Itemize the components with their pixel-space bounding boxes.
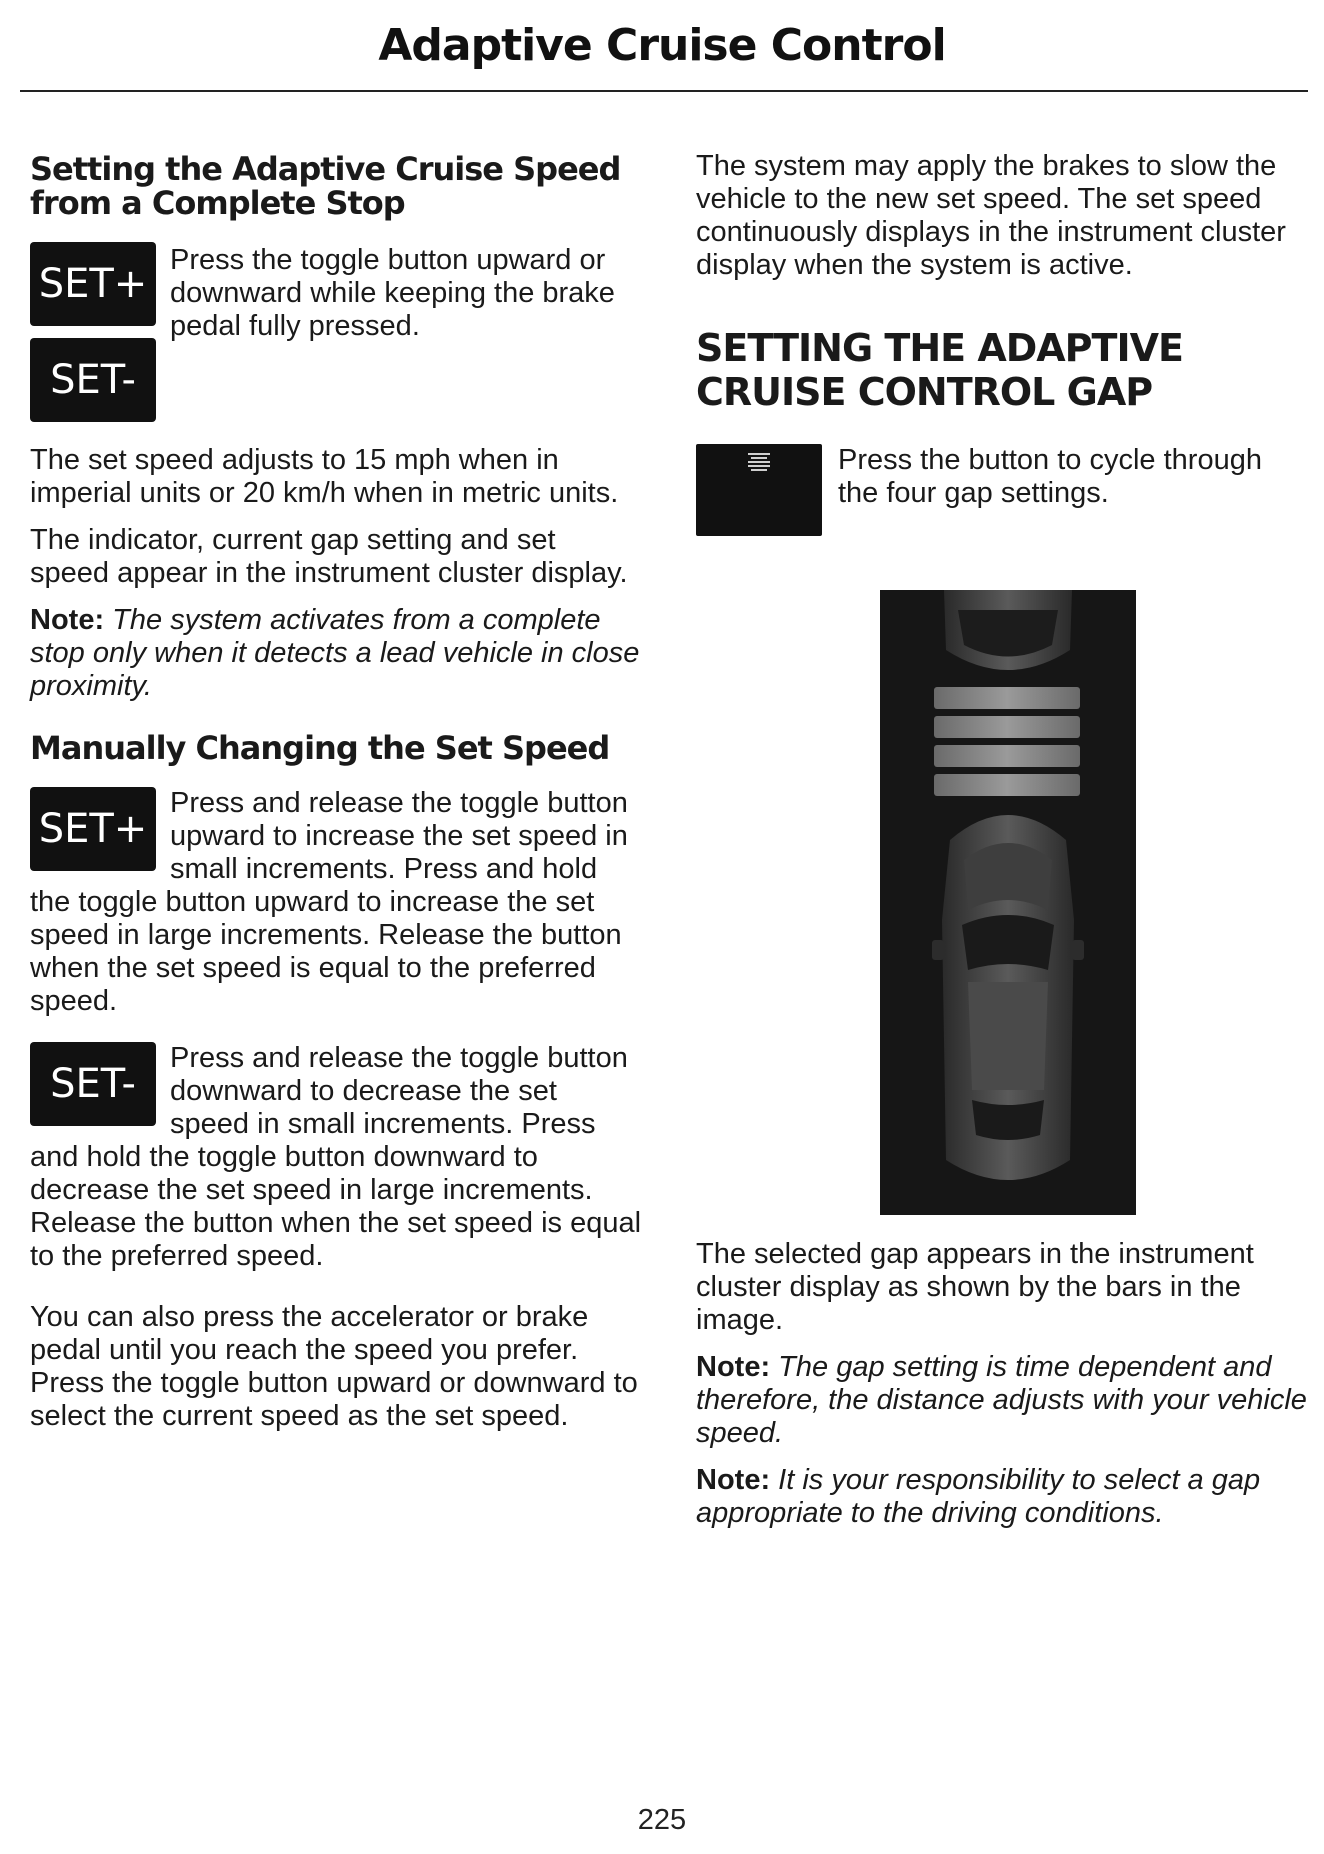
- increase-speed-block: [30, 787, 642, 1018]
- indicator-paragraph: The indicator, current gap setting and set speed appear in the instrument cluster display.: [30, 524, 628, 589]
- page-number: 225: [637, 1804, 687, 1836]
- header-divider: [20, 90, 1308, 92]
- complete-stop-instruction: Press the toggle button upward or downward while keeping the brake pedal fully pressed.: [170, 244, 615, 342]
- note-text: The gap setting is time dependent and therefore, the distance adjusts with your vehicle speed.: [696, 1351, 1307, 1449]
- set-keys-block: [30, 242, 642, 422]
- set-speed-units-paragraph: The set speed adjusts to 15 mph when in imperial units or 20 km/h when in metric units.: [30, 444, 619, 509]
- note-gap-time: [696, 1351, 1308, 1450]
- left-column: [30, 150, 642, 1433]
- note-text: The system activates from a complete stop only when it detects a lead vehicle in close proximity.: [30, 604, 640, 702]
- page-title: Adaptive Cruise Control: [378, 20, 946, 71]
- right-column: [696, 150, 1308, 542]
- gap-bars: [934, 687, 1080, 796]
- increase-speed-text: Press and release the toggle button upward to increase the set speed in small increments. Press and hold the toggle button upward to increase the set speed in large increments. Release the button when the set speed is equal to the preferred speed.: [30, 787, 628, 1017]
- host-vehicle: [932, 815, 1084, 1180]
- section-heading-manual-speed: Manually Changing the Set Speed: [30, 729, 610, 767]
- note-complete-stop: [30, 604, 642, 703]
- set-plus-key: SET+: [30, 242, 156, 326]
- note-label: Note:: [696, 1464, 771, 1496]
- note-label: Note:: [30, 604, 105, 636]
- decrease-speed-block: [30, 1042, 642, 1273]
- note-responsibility: [696, 1464, 1308, 1530]
- note-label: Note:: [696, 1351, 771, 1383]
- gap-instruction: Press the button to cycle through the four gap settings.: [838, 444, 1262, 509]
- section-heading-complete-stop: Setting the Adaptive Cruise Speed from a Complete Stop: [30, 150, 621, 222]
- note-text: It is your responsibility to select a gap appropriate to the driving conditions.: [696, 1464, 1261, 1529]
- pedal-paragraph: You can also press the accelerator or brake pedal until you reach the speed you prefer. Press the toggle button upward or downward to select the current speed as the set speed.: [30, 1301, 638, 1432]
- brakes-paragraph: The system may apply the brakes to slow the vehicle to the new set speed. The set speed continuously displays in the instrument cluster display when the system is active.: [696, 150, 1286, 281]
- gap-illustration: [880, 590, 1136, 1215]
- set-plus-key: SET+: [30, 787, 156, 871]
- right-column-lower: [696, 1238, 1308, 1530]
- decrease-speed-text: Press and release the toggle button downward to decrease the set speed in small increments. Press and hold the toggle button downward to decrease the set speed in large increments. Release the button when the set speed is equal to the preferred speed.: [30, 1042, 642, 1272]
- gap-button-block: [696, 444, 1308, 542]
- gap-distance-icon: [696, 444, 822, 536]
- set-minus-key: SET-: [30, 1042, 156, 1126]
- set-minus-key: SET-: [30, 338, 156, 422]
- selected-gap-paragraph: The selected gap appears in the instrument cluster display as shown by the bars in the image.: [696, 1238, 1254, 1336]
- section-heading-gap: SETTING THE ADAPTIVE CRUISE CONTROL GAP: [696, 326, 1183, 414]
- lead-vehicle: [944, 590, 1072, 670]
